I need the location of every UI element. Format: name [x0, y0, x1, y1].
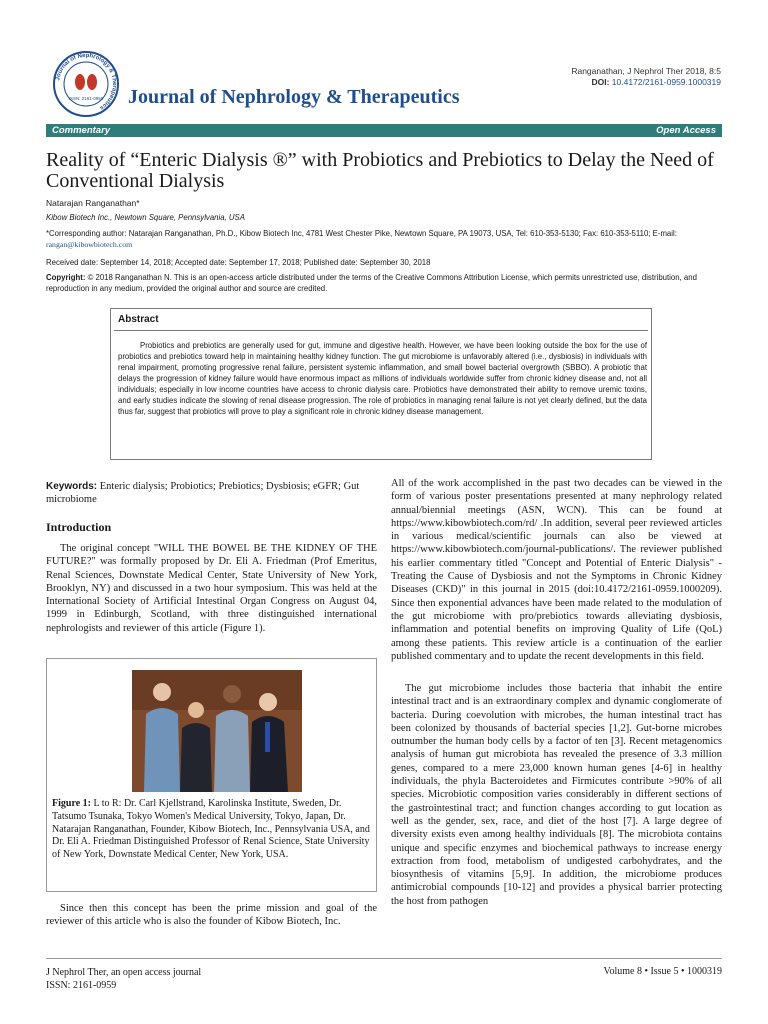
- keywords: [46, 480, 377, 507]
- abstract-text: Probiotics and prebiotics are generally used for gut, immune and digestive health. However, we have been looking outside the box for the use of probiotics and prebiotics toward help in maintaining healthy kidney function. The gut microbiome is unfavorably altered (i.e., dysbiosis) in individuals with renal impairment, promoting progressive renal failure, persistent systemic inflammation, and small bowel bacterial overgrowth (SBBO). A probiotic that delays the progression of kidney failure would have enormous impact as millions of individuals worldwide suffer from chronic kidney disease and, not all individuals; especially in low income countries have access to chronic dialysis care. Probiotics have demonstrated their ability to remove uremic toxins, and early studies indicate the slowing of renal disease progression. The role of probiotics in managing renal failure is not yet clearly defined, but the data thus far, suggest that probiotics will prove to play a significant role in chronic kidney disease management.: [118, 341, 647, 416]
- keywords-list: Enteric dialysis; Probiotics; Prebiotics; Dysbiosis; eGFR; Gut microbiome: [46, 481, 360, 506]
- section-heading-introduction: Introduction: [46, 520, 112, 534]
- doi-link[interactable]: 10.4172/2161-0959.1000319: [611, 77, 721, 87]
- footer-volume: Volume 8 • Issue 5 • 1000319: [603, 966, 722, 977]
- footer-journal-info: [46, 966, 201, 992]
- figure-photo: [132, 670, 302, 792]
- journal-title: Journal of Nephrology & Therapeutics: [128, 86, 460, 108]
- copyright-label: Copyright:: [46, 273, 86, 282]
- logo-ring-text: Journal of Nephrology & Therapeutics: [55, 52, 118, 111]
- copyright-notice: [46, 272, 722, 294]
- footer-issn: ISSN: 2161-0959: [46, 980, 117, 991]
- article-type-bar: [46, 124, 722, 137]
- copyright-text: © 2018 Ranganathan N. This is an open-access article distributed under the terms of the Creative Commons Attribution License, which permits unrestricted use, distribution, and reproduction in any medium, provided the original author and source are credited.: [46, 273, 697, 293]
- citation-text: Ranganathan, J Nephrol Ther 2018, 8:5: [571, 66, 721, 76]
- abstract-divider: [114, 330, 648, 331]
- journal-seal-icon: [52, 50, 120, 118]
- figure-caption-text: L to R: Dr. Carl Kjellstrand, Karolinska Institute, Sweden, Dr. Tatsumo Tsunaka, Tokyo Women's Medical University, Tokyo, Japan, Dr. Natarajan Ranganathan, Founder, Kibow Biotech, Inc., Pennsylvania USA, and Dr. Eli A. Friedman Distinguished Professor of Renal Science, State University of New York, Downstate Medical Center, New York, USA.: [52, 798, 370, 861]
- author-affiliation: Kibow Biotech Inc., Newtown Square, Pennsylvania, USA: [46, 213, 245, 222]
- corresponding-author: [46, 228, 722, 250]
- footer-journal-name: J Nephrol Ther, an open access journal: [46, 967, 202, 978]
- corresponding-text: *Corresponding author: Natarajan Ranganathan, Ph.D., Kibow Biotech Inc, 4781 West Chester Pike, Newtown Square, PA 19073, USA, Tel: 610-353-5130; Fax: 610-353-5110; E-mail:: [46, 229, 677, 238]
- logo-issn: ISSN: 2161-0959: [68, 96, 104, 101]
- footer-divider: [46, 958, 722, 959]
- open-access-label: Open Access: [656, 125, 716, 136]
- figure-caption: [52, 798, 370, 862]
- citation-block: [571, 66, 721, 88]
- history-paragraph: All of the work accomplished in the past two decades can be viewed in the form of various poster presentations presented at many nephrology related annual/biennial meetings (ASN, WCN). This can be found at https://www.kibowbiotech.com/rd/ .In addition, several peer reviewed articles in various medical/scientific journals can also be viewed at https://www.kibowbiotech.com/journal-publications/. The reviewer published his earlier commentary titled "Concept and Potential of Enteric Dialysis" - Treating the Cause of Dysbiosis and not the Symptoms in Chronic Kidney Diseases (CKD)" in this journal in 2015 (doi:10.4172/2161-0959.1000209). Since then exponential advances have been made related to the modulation of the gut microbiome with pro/prebiotics towards alleviating dysbiosis, inflammation and potential benefits on improving Quality of Life (QoL) among these patients. This review article is a continuation of the earlier published commentary and to update the recent developments in this field.: [391, 478, 722, 662]
- email-link[interactable]: rangan@kibowbiotech.com: [46, 240, 133, 249]
- abstract-heading: Abstract: [118, 314, 159, 325]
- journal-logo: [52, 50, 120, 118]
- intro-paragraph: The original concept "WILL THE BOWEL BE THE KIDNEY OF THE FUTURE?" was formally proposed by Dr. Eli A. Friedman (Prof Emeritus, Renal Sciences, Downstate Medical Center, State University of New York, Brooklyn, NY) and discussed in a two hour symposium. This was held at the International Society of Artificial Intestinal Organ Congress on August 04, 1999 in Edinburgh, Scotland, with three distinguished international nephrologists and reviewer of this article (Figure 1).: [46, 543, 377, 634]
- doi-label: DOI:: [591, 77, 610, 87]
- article-dates: Received date: September 14, 2018; Accepted date: September 17, 2018; Published date: September 30, 2018: [46, 258, 431, 267]
- mission-paragraph: Since then this concept has been the prime mission and goal of the reviewer of this article who is also the founder of Kibow Biotech, Inc.: [46, 903, 377, 928]
- article-type-label: Commentary: [52, 125, 111, 136]
- keywords-label: Keywords:: [46, 481, 98, 492]
- author-name: Natarajan Ranganathan*: [46, 198, 140, 208]
- microbiome-paragraph: The gut microbiome includes those bacteria that inhabit the entire intestinal tract and is an extraordinary complex and dynamic conglomerate of bacteria. During coevolution with microbes, the human intestinal tract has been colonized by thousands of bacterial species [1,2]. Gut-borne microbes outnumber the human body cells by a factor of ten [3]. Recent metagenomics analysis of human gut microbiota has revealed the presence of 3.3 million genes, compared to a mere 23,000 known human genes [4-6] in healthy individuals, the phyla Bacteroidetes and Firmicutes contribute >90% of all species. Microbiotic composition varies considerably in different sections of the gastrointestinal tract; and function changes according to gut location as well as the gender, sex, race, and diet of the host [7]. A large degree of diversity exists even among healthy individuals [8]. The microbiota contains unique and specific enzymes and biochemical pathways to increase energy extraction from food, metabolism of undigested carbohydrates, and the biosynthesis of vitamins [5,9]. In addition, the microbiome produces antimicrobial compounds [10-12] and provides a physical barrier protecting the host from pathogen: [391, 683, 722, 907]
- article-title: Reality of “Enteric Dialysis ®” with Probiotics and Prebiotics to Delay the Need of Conventional Dialysis: [46, 149, 714, 192]
- figure-label: Figure 1:: [52, 798, 91, 809]
